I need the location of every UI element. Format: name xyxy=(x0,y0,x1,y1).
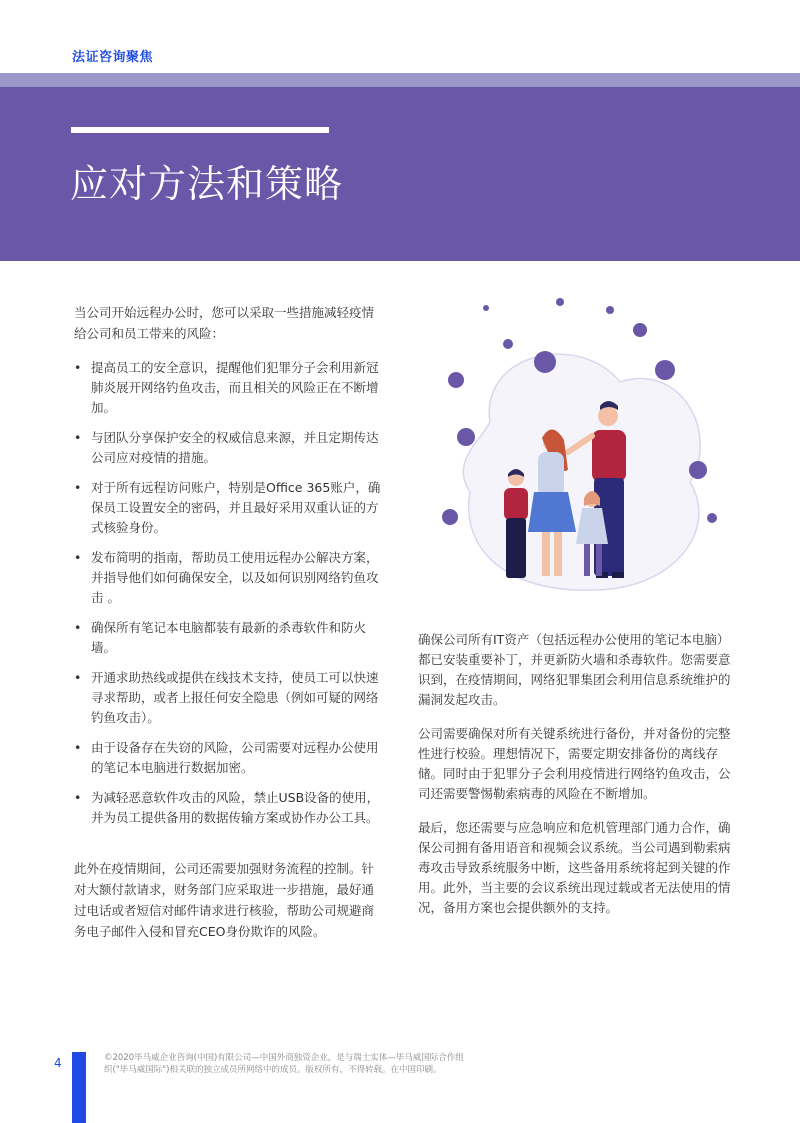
paragraph: 公司需要确保对所有关键系统进行备份，并对备份的完整性进行校验。理想情况下，需要定期安排备份的离线存储。同时由于犯罪分子会利用疫情进行网络钓鱼攻击，公司还需要警惕勒索病毒的风险在不断增加。 xyxy=(418,726,731,801)
title-banner xyxy=(0,87,800,261)
virus-icon xyxy=(689,461,707,479)
virus-icon xyxy=(606,306,614,314)
left-column xyxy=(74,302,386,956)
backdrop-blob xyxy=(463,354,700,590)
virus-icon xyxy=(503,339,513,349)
copyright-notice: ©2020毕马威企业咨询(中国)有限公司—中国外商独资企业，是与瑞士实体—毕马威国际合作组织("毕马威国际")相关联的独立成员所网络中的成员。版权所有，不得转载。在中国印刷。 xyxy=(104,1053,464,1075)
virus-icon xyxy=(534,351,556,373)
page-number: 4 xyxy=(54,1056,62,1070)
list-item: • 提高员工的安全意识，提醒他们犯罪分子会利用新冠肺炎展开网络钓鱼攻击，而且相关的风险正在不断增加。 xyxy=(74,358,386,418)
right-column xyxy=(418,630,734,932)
virus-icon xyxy=(707,513,717,523)
virus-icon xyxy=(633,323,647,337)
paragraph: 最后，您还需要与应急响应和危机管理部门通力合作，确保公司拥有备用语音和视频会议系统。当公司遇到勒索病毒攻击导致系统服务中断，这些备用系统将起到关键的作用。此外，当主要的会议系统出现过载或者无法使用的情况，备用方案也会提供额外的支持。 xyxy=(418,820,731,915)
list-item: • 与团队分享保护安全的权威信息来源，并且定期传达公司应对疫情的措施。 xyxy=(74,428,386,468)
measures-list xyxy=(74,358,386,828)
virus-icon xyxy=(457,428,475,446)
family-virus-illustration xyxy=(420,292,740,602)
banner-rule xyxy=(71,127,329,133)
list-item: • 由于设备存在失窃的风险，公司需要对远程办公使用的笔记本电脑进行数据加密。 xyxy=(74,738,386,778)
virus-icon xyxy=(655,360,675,380)
paragraph: 确保公司所有IT资产（包括远程办公使用的笔记本电脑）都已安装重要补丁，并更新防火墙和杀毒软件。您需要意识到，在疫情期间，网络犯罪集团会利用信息系统维护的漏洞发起攻击。 xyxy=(418,632,731,707)
list-item: • 开通求助热线或提供在线技术支持，使员工可以快速寻求帮助，或者上报任何安全隐患（例如可疑的网络钓鱼攻击）。 xyxy=(74,668,386,728)
virus-icon xyxy=(483,305,489,311)
section-label: 法证咨询聚焦 xyxy=(72,50,154,65)
list-item: • 发布简明的指南，帮助员工使用远程办公解决方案，并指导他们如何确保安全，以及如何识别网络钓鱼攻击 。 xyxy=(74,548,386,608)
list-item: • 确保所有笔记本电脑都装有最新的杀毒软件和防火墙。 xyxy=(74,618,386,658)
virus-icon xyxy=(442,509,458,525)
list-item: • 为减轻恶意软件攻击的风险，禁止USB设备的使用，并为员工提供备用的数据传输方案或协作办公工具。 xyxy=(74,788,386,828)
list-item: • 对于所有远程访问账户，特别是Office 365账户，确保员工设置安全的密码，并且最好采用双重认证的方式核验身份。 xyxy=(74,478,386,538)
virus-icon xyxy=(556,298,564,306)
intro-paragraph: 当公司开始远程办公时，您可以采取一些措施减轻疫情给公司和员工带来的风险： xyxy=(74,305,375,341)
header-stripe xyxy=(0,73,800,87)
footer-accent-bar xyxy=(72,1052,86,1123)
virus-icon xyxy=(448,372,464,388)
page-title: 应对方法和策略 xyxy=(70,162,344,206)
closing-paragraph: 此外在疫情期间，公司还需要加强财务流程的控制。针对大额付款请求，财务部门应采取进一步措施，最好通过电话或者短信对邮件请求进行核验，帮助公司规避商务电子邮件入侵和冒充CEO身份欺诈的风险。 xyxy=(74,861,375,939)
